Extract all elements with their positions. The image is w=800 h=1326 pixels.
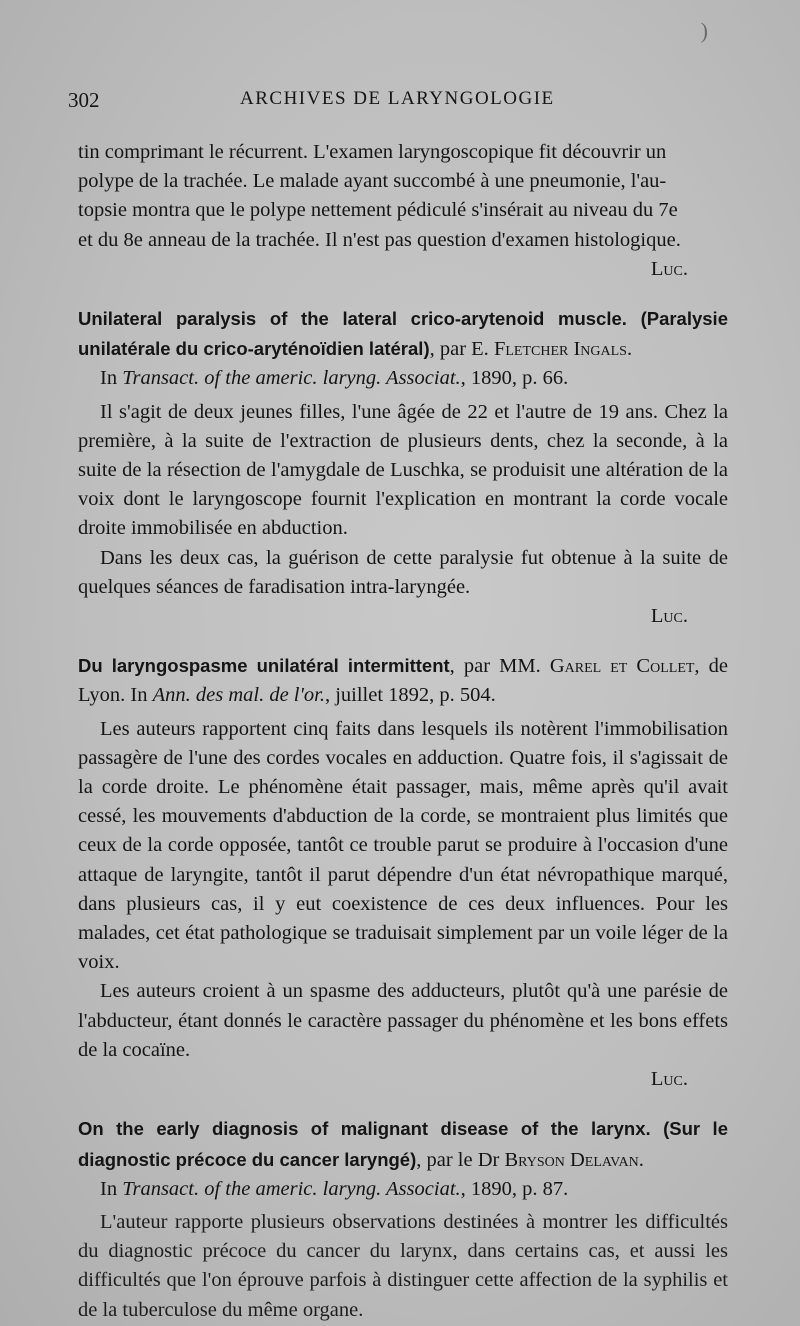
- signature: Luc.: [650, 605, 688, 628]
- paragraph: Les auteurs croient à un spasme des adducteurs, plutôt qu'à une parésie de l'abducteur, étant donnés le caractère passager du phénomène et les bons effets de la cocaïne.: [78, 980, 728, 1061]
- page-number: 302: [68, 88, 100, 112]
- paragraph: [78, 544, 728, 602]
- article-title: Unilateral paralysis of the lateral crico-arytenoid muscle. (Paralysie unilatérale du crico-aryténoïdien latéral): [78, 308, 728, 360]
- byline: , par E.: [429, 338, 494, 361]
- location: de Lyon. In: [78, 655, 728, 707]
- article-reference: [78, 364, 728, 393]
- ref-suffix: , juillet 1892, p. 504.: [324, 684, 496, 707]
- ref-prefix: In: [100, 1177, 123, 1200]
- article-title: On the early diagnosis of malignant disease of the larynx. (Sur le diagnostic précoce du cancer laryngé): [78, 1118, 728, 1170]
- byline: , par le Dr: [416, 1148, 505, 1171]
- journal-title: ARCHIVES DE LARYNGOLOGIE: [240, 88, 555, 109]
- paragraph-text: Dans les deux cas, la guérison de cette paralysie fut obtenue à la suite de quelques séances de faradisation intra-laryngée.: [78, 546, 728, 598]
- ref-suffix: , 1890, p. 87.: [460, 1177, 569, 1200]
- page-body: [78, 138, 728, 1325]
- continuation-line: tin comprimant le récurrent. L'examen laryngoscopique fit découvrir un: [78, 141, 667, 163]
- author: Fletcher Ingals.: [493, 338, 633, 361]
- article-heading: [78, 304, 728, 364]
- continuation-line: topsie montra que le polype nettement pédiculé s'insérait au niveau du 7e: [78, 199, 678, 222]
- article-heading: [78, 1114, 728, 1174]
- continuation-line: polype de la trachée. Le malade ayant succombé à une pneumonie, l'au-: [78, 170, 667, 193]
- authors: Garel et Collet,: [549, 655, 700, 678]
- paragraph: L'auteur rapporte plusieurs observations destinées à montrer les difficultés du diagnostic précoce du cancer du larynx, dans certains cas, et aussi les difficultés que l'on éprouve parfois à distinguer cette affection de la syphilis et de la tuberculose du même organe.: [78, 1210, 728, 1321]
- byline: , par MM.: [449, 655, 550, 678]
- signature: Luc.: [650, 257, 688, 280]
- author: Bryson Delavan.: [504, 1148, 644, 1171]
- signature: Luc.: [650, 1068, 688, 1091]
- journal-ref: Ann. des mal. de l'or.: [152, 684, 325, 707]
- ref-suffix: , 1890, p. 66.: [460, 367, 569, 390]
- article-heading: [78, 651, 728, 710]
- article-title: Du laryngospasme unilatéral intermittent: [78, 655, 450, 677]
- paragraph: Les auteurs rapportent cinq faits dans lesquels ils notèrent l'immobilisation passagère de l'une des cordes vocales en adduction. Quatre fois, il s'agissait de la corde droite. Le phénomène était passager, mais, même après qu'il avait cessé, les mouvements d'abduction de la corde, se montraient plus limités que ceux de la corde opposée, tantôt ce trouble parut se produire à l'occasion d'une attaque de laryngite, tantôt il parut dépendre d'un état névropathique marqué, dans plusieurs cas, il y eut coexistence de ces deux influences. Pour les malades, cet état pathologique se traduisait simplement par un voile léger de la voix.: [78, 717, 728, 974]
- paragraph: Il s'agit de deux jeunes filles, l'une âgée de 22 et l'autre de 19 ans. Chez la première, à la suite de l'extraction de plusieurs dents, chez la seconde, à la suite de la résection de l'amygdale de Luschka, se produisit une altération de la voix dont le laryngoscope fournit l'explication en montrant la corde vocale droite immobilisée en abduction.: [78, 400, 728, 540]
- journal-ref: Transact. of the americ. laryng. Associat.: [122, 1177, 461, 1200]
- journal-ref: Transact. of the americ. laryng. Associat.: [122, 367, 461, 390]
- article-reference: [78, 1175, 728, 1204]
- margin-mark: ): [700, 18, 708, 43]
- ref-prefix: In: [100, 367, 123, 390]
- continuation-line: et du 8e anneau de la trachée. Il n'est pas question d'examen histologique.: [78, 228, 681, 251]
